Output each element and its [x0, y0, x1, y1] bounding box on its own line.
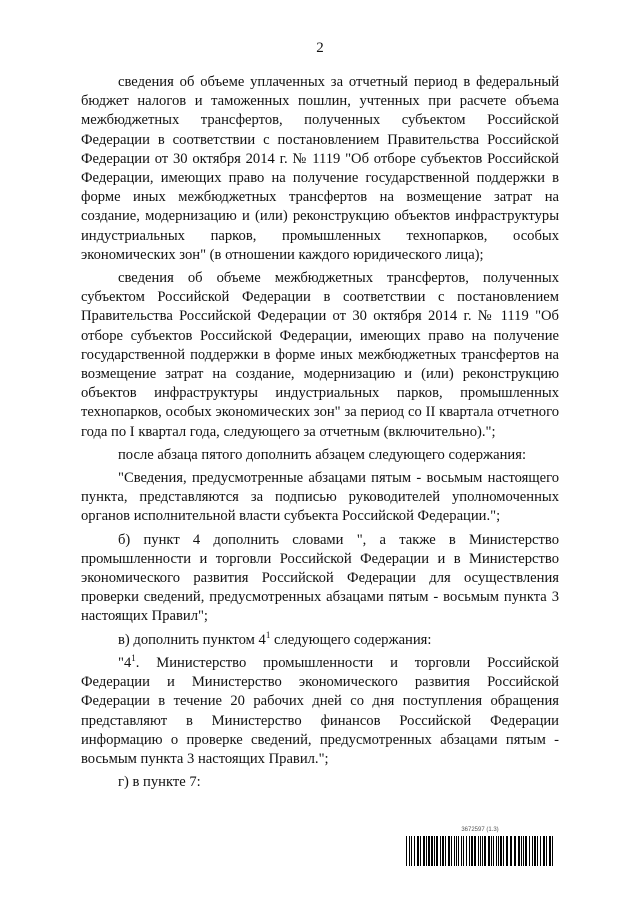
barcode-bars [405, 836, 555, 866]
paragraph-taxes-info: сведения об объеме уплаченных за отчетный период в федеральный бюджет налогов и таможенных пошлин, учтенных при расчете объема межбюджетных трансфертов, полученных субъектом Российской Федерации в соответствии с постановлением Правительства Российской Федерации от 30 октября 2014 г. № 1119 "Об отборе субъектов Российской Федерации, имеющих право на получение государственной поддержки в форме иных межбюджетных трансфертов на возмещение затрат на создание, модернизацию и (или) реконструкцию объектов инфраструктуры индустриальных парков, промышленных технопарков, особых экономических зон" (в отношении каждого юридического лица); [81, 74, 559, 263]
paragraph-point-4-1 [81, 654, 559, 769]
add-point-text-tail: следующего содержания: [270, 631, 432, 648]
add-point-text: в) дополнить пунктом 4 [118, 631, 266, 648]
barcode [405, 827, 555, 867]
barcode-id-text: 3672597 (1.3) [461, 827, 499, 833]
document-body [81, 73, 559, 792]
paragraph-add-point [81, 631, 559, 650]
page-number: 2 [316, 40, 324, 56]
point-4-1-text: . Министерство промышленности и торговли Российской Федерации и Министерство экономического развития Российской Федерации в течение 20 рабочих дней со дня поступления обращения представляют в Министерство финансов Российской Федерации информацию о проверке сведений, предусмотренных абзацами пятым - восьмым пункта 3 настоящих Правил."; [81, 654, 559, 767]
superscript-one-b: 1 [131, 652, 136, 663]
paragraph-transfers-info: сведения об объеме межбюджетных трансфертов, полученных субъектом Российской Федерации в соответствии с постановлением Правительства Российской Федерации от 30 октября 2014 г. № 1119 "Об отборе субъектов Российской Федерации, имеющих право на получение государственной поддержки в форме иных межбюджетных трансфертов на возмещение затрат на создание, модернизацию и (или) реконструкцию объектов инфраструктуры индустриальных парков, промышленных технопарков, особых экономических зон" за период со II квартала отчетного года по I квартал года, следующего за отчетным (включительно)."; [81, 270, 559, 440]
point-4-1-prefix: "4 [118, 654, 132, 671]
paragraph-point-7: г) в пункте 7: [118, 774, 201, 791]
superscript-one: 1 [265, 629, 271, 640]
paragraph-quoted-info: "Сведения, предусмотренные абзацами пятым - восьмым настоящего пункта, представляются за подписью руководителей уполномоченных органов исполнительной власти субъекта Российской Федерации."; [81, 470, 559, 525]
paragraph-after-fifth: после абзаца пятого дополнить абзацем следующего содержания: [118, 446, 526, 463]
paragraph-point-4: б) пункт 4 дополнить словами ", а также в Министерство промышленности и торговли Российской Федерации и в Министерство экономического развития Российской Федерации для осуществления проверки сведений, предусмотренных абзацами пятым - восьмым пункта 3 настоящих Правил"; [81, 531, 559, 625]
